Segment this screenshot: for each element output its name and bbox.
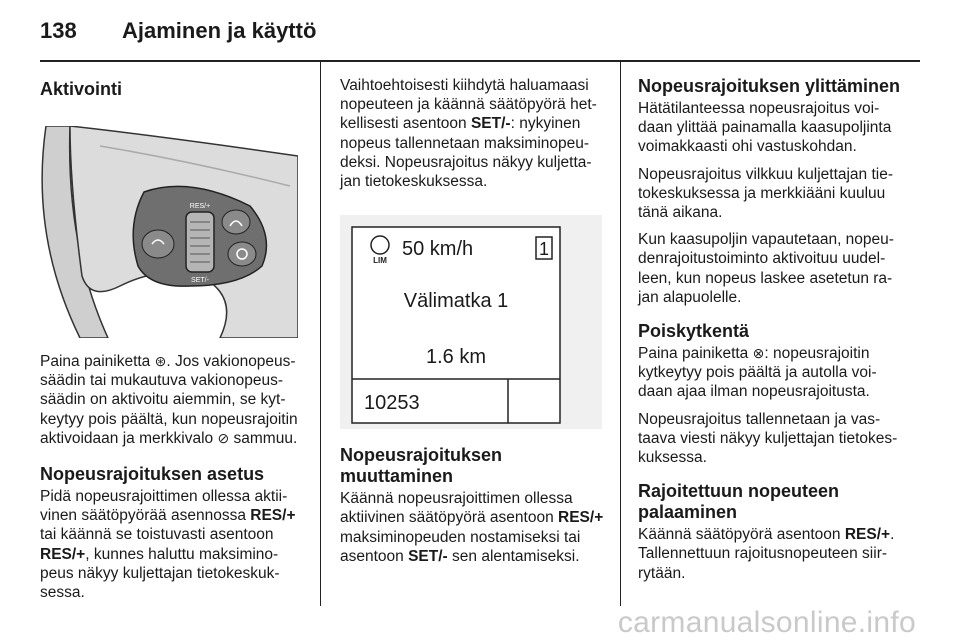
- limiter-lamp-icon: ⊘: [217, 429, 230, 446]
- paragraph-speed-limit-set: Pidä nopeusrajoittimen ollessa aktii-vinen säätöpyörää asennossa RES/+ tai käännä se toistuvasti asentoon RES/+, kunnes haluttu maksimino-peus näkyy kuljettajan tietokeskuk-sessa.: [40, 488, 296, 602]
- driver-info-display: [340, 215, 602, 429]
- column-divider-2: [620, 62, 621, 606]
- svg-text:1: 1: [538, 239, 550, 260]
- heading-change-limit: Nopeusrajoituksen muuttaminen: [340, 445, 503, 487]
- display-speed: 50 km/h: [402, 238, 474, 261]
- watermark: carmanualsonline.info: [617, 606, 916, 639]
- speed-limiter-icon: ⊛: [154, 353, 167, 369]
- paragraph-exceed-2: Nopeusrajoitus vilkkuu kuljettajan tie-tokeskuksessa ja merkkiääni kuuluu tänä aikana.: [638, 165, 894, 222]
- steering-wheel-illustration: [40, 126, 298, 338]
- paragraph-exceed-3: Kun kaasupoljin vapautetaan, nopeu-denrajoitustoiminto aktivoituu uudel-leen, kun nopeus laskee asetetun ra-jan alapuolelle.: [638, 231, 894, 306]
- paragraph-deactivation-2: Nopeusrajoitus tallennetaan ja vas-taava viesti näkyy kuljettajan tietokes-kuksessa.: [638, 410, 898, 467]
- paragraph-deactivation-1: Paina painiketta ⊗: nopeusrajoitin kytkeytyy pois päältä ja autolla voi-daan ajaa ilman nopeusrajoitusta.: [638, 345, 877, 401]
- heading-exceed-limit: Nopeusrajoituksen ylittäminen: [638, 76, 901, 96]
- display-trip-label: Välimatka 1: [403, 290, 509, 313]
- page-number: 138: [40, 18, 77, 43]
- paragraph-activation: Paina painiketta ⊛. Jos vakionopeus-säädin tai mukautuva vakionopeus-säädin on aktivoitu aiemmin, se kyt-keytyy pois päältä, kun nopeusrajoitin aktivoidaan ja merkkivalo ⊘ sammuu.: [40, 353, 298, 447]
- wheel-label-res: RES/+: [189, 203, 211, 210]
- column-2: [340, 62, 605, 574]
- paragraph-return-to-limit: Käännä säätöpyörä asentoon RES/+. Tallennettuun rajoitusnopeuteen siir-rytään.: [638, 526, 895, 582]
- page-title: Ajaminen ja käyttö: [122, 18, 317, 43]
- heading-deactivation: Poiskytkentä: [638, 321, 750, 342]
- column-1: [40, 62, 302, 610]
- column-divider-1: [320, 62, 321, 606]
- wheel-label-set: SET/-: [191, 277, 209, 284]
- svg-text:LIM: LIM: [373, 256, 387, 266]
- paragraph-exceed-1: Hätätilanteessa nopeusrajoitus voi-daan ylittää painamalla kaasupoljinta voimakkaasti ohi vastuskohdan.: [638, 100, 892, 156]
- paragraph-accelerate: Vaihtoehtoisesti kiihdytä haluamaasi nopeuteen ja käännä säätöpyörä het-kellisesti asentoon SET/-: nykyinen nopeus tallennetaan maksiminopeu-deksi. Nopeusrajoitus näkyy kuljetta-jan tietokeskuksessa.: [340, 77, 597, 191]
- display-distance: 1.6 km: [425, 346, 487, 369]
- display-odometer: 10253: [364, 392, 420, 415]
- cruise-off-icon: ⊗: [752, 345, 765, 362]
- paragraph-change-limit: Käännä nopeusrajoittimen ollessa aktiivinen säätöpyörä asentoon RES/+ maksiminopeuden nostamiseksi tai asentoon SET/- sen alentamiseksi.: [340, 490, 604, 565]
- column-3: [638, 62, 908, 591]
- heading-activation: Aktivointi: [40, 79, 123, 99]
- page-header: [40, 12, 920, 52]
- heading-speed-limit-set: Nopeusrajoituksen asetus: [40, 464, 265, 485]
- heading-return-to-limit: Rajoitettuun nopeuteen palaaminen: [638, 481, 839, 523]
